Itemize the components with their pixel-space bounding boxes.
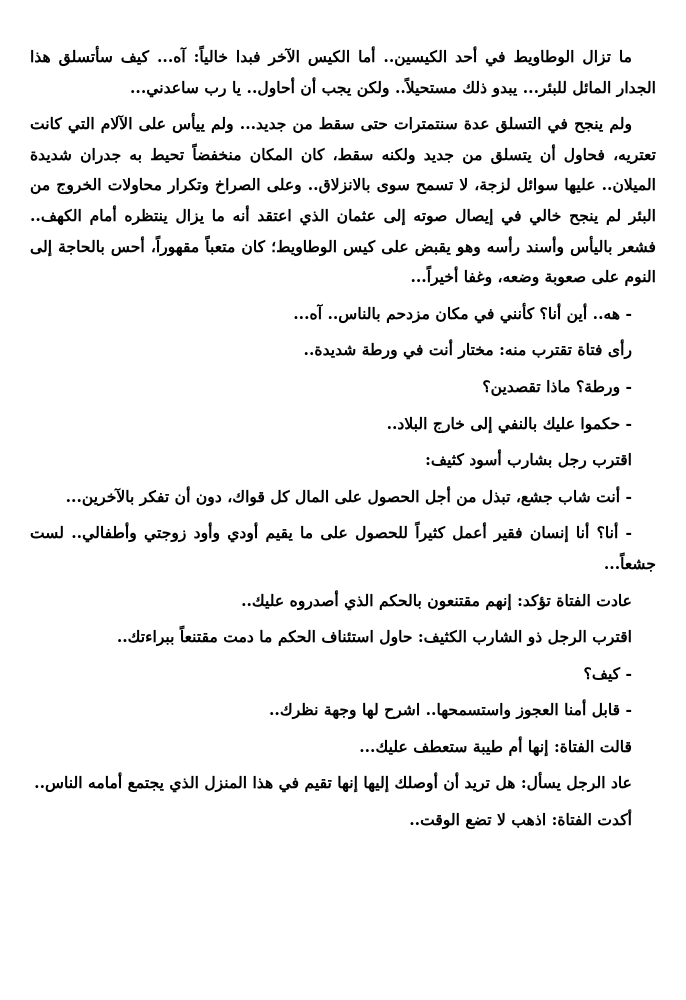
paragraph-man-asks: عاد الرجل يسأل: هل تريد أن أوصلك إليها إنها تقيم في هذا المنزل الذي يجتمع أمامه الناس.. [34,773,632,793]
dialogue-greedy-accusation: - أنت شاب جشع، تبذل من أجل الحصول على المال كل قواك، دون أن تفكر بالآخرين... [65,486,632,506]
dialogue-exile-sentence: - حكموا عليك بالنفي إلى خارج البلاد.. [386,413,632,433]
paragraph-girl-urges: أكدت الفتاة: اذهب لا تضع الوقت.. [409,810,632,830]
paragraph-girl-approaches: رأى فتاة تقترب منه: مختار أنت في ورطة شديدة.. [303,340,632,360]
paragraph-girl-confirms: عادت الفتاة تؤكد: إنهم مقتنعون بالحكم الذي أصدروه عليك.. [241,590,632,610]
paragraph-appeal-advice: اقترب الرجل ذو الشارب الكثيف: حاول استئناف الحكم ما دمت مقتنعاً ببراءتك.. [116,627,632,647]
paragraph-kind-mother: قالت الفتاة: إنها أم طيبة ستعطف عليك... [359,736,632,756]
dialogue-where-am-i: - هه.. أين أنا؟ كأنني في مكان مزدحم بالناس.. آه... [293,303,632,323]
paragraph-bats-climb: ما تزال الوطاويط في أحد الكيسين.. أما الكيس الآخر فبدا خالياً: آه... كيف سأتسلق هذا الجدار المائل للبئر... يبدو ذلك مستحيلاً.. ولكن يجب أن أحاول.. يا رب ساعدني... [30,47,656,97]
dialogue-how: - كيف؟ [583,663,632,683]
dialogue-what-trouble: - ورطة؟ ماذا تقصدين؟ [482,376,632,396]
paragraph-man-approaches: اقترب رجل بشارب أسود كثيف: [425,450,632,470]
dialogue-poor-man-reply: - أنا؟ أنا إنسان فقير أعمل كثيراً للحصول على ما يقيم أودي وأود زوجتي وأطفالي.. لست جشعاً... [30,523,656,573]
story-text [30,42,656,836]
paragraph-failed-climb: ولم ينجح في التسلق عدة سنتمترات حتى سقط من جديد... ولم ييأس على الآلام التي كانت تعتريه، فحاول أن يتسلق من جديد ولكنه سقط، كان المكان منخفضاً تحيط به جدران شديدة الميلان.. عليها سوائل لزجة، لا تسمح سوى بالانزلاق.. وعلى الصراخ وتكرار محاولات الخروج من البئر لم ينجح خالي في إيصال صوته إلى عثمان الذي اعتقد أنه ما يزال ينتظره أمام الكهف.. فشعر باليأس وأسند رأسه وهو يقبض على كيس الوطاويط؛ كان متعباً مقهوراً، أحس بالحاجة إلى النوم على صعوبة وضعه، وغفا أخيراً... [30,114,656,287]
dialogue-meet-old-mother: - قابل أمنا العجوز واستسمحها.. اشرح لها وجهة نظرك.. [268,700,632,720]
